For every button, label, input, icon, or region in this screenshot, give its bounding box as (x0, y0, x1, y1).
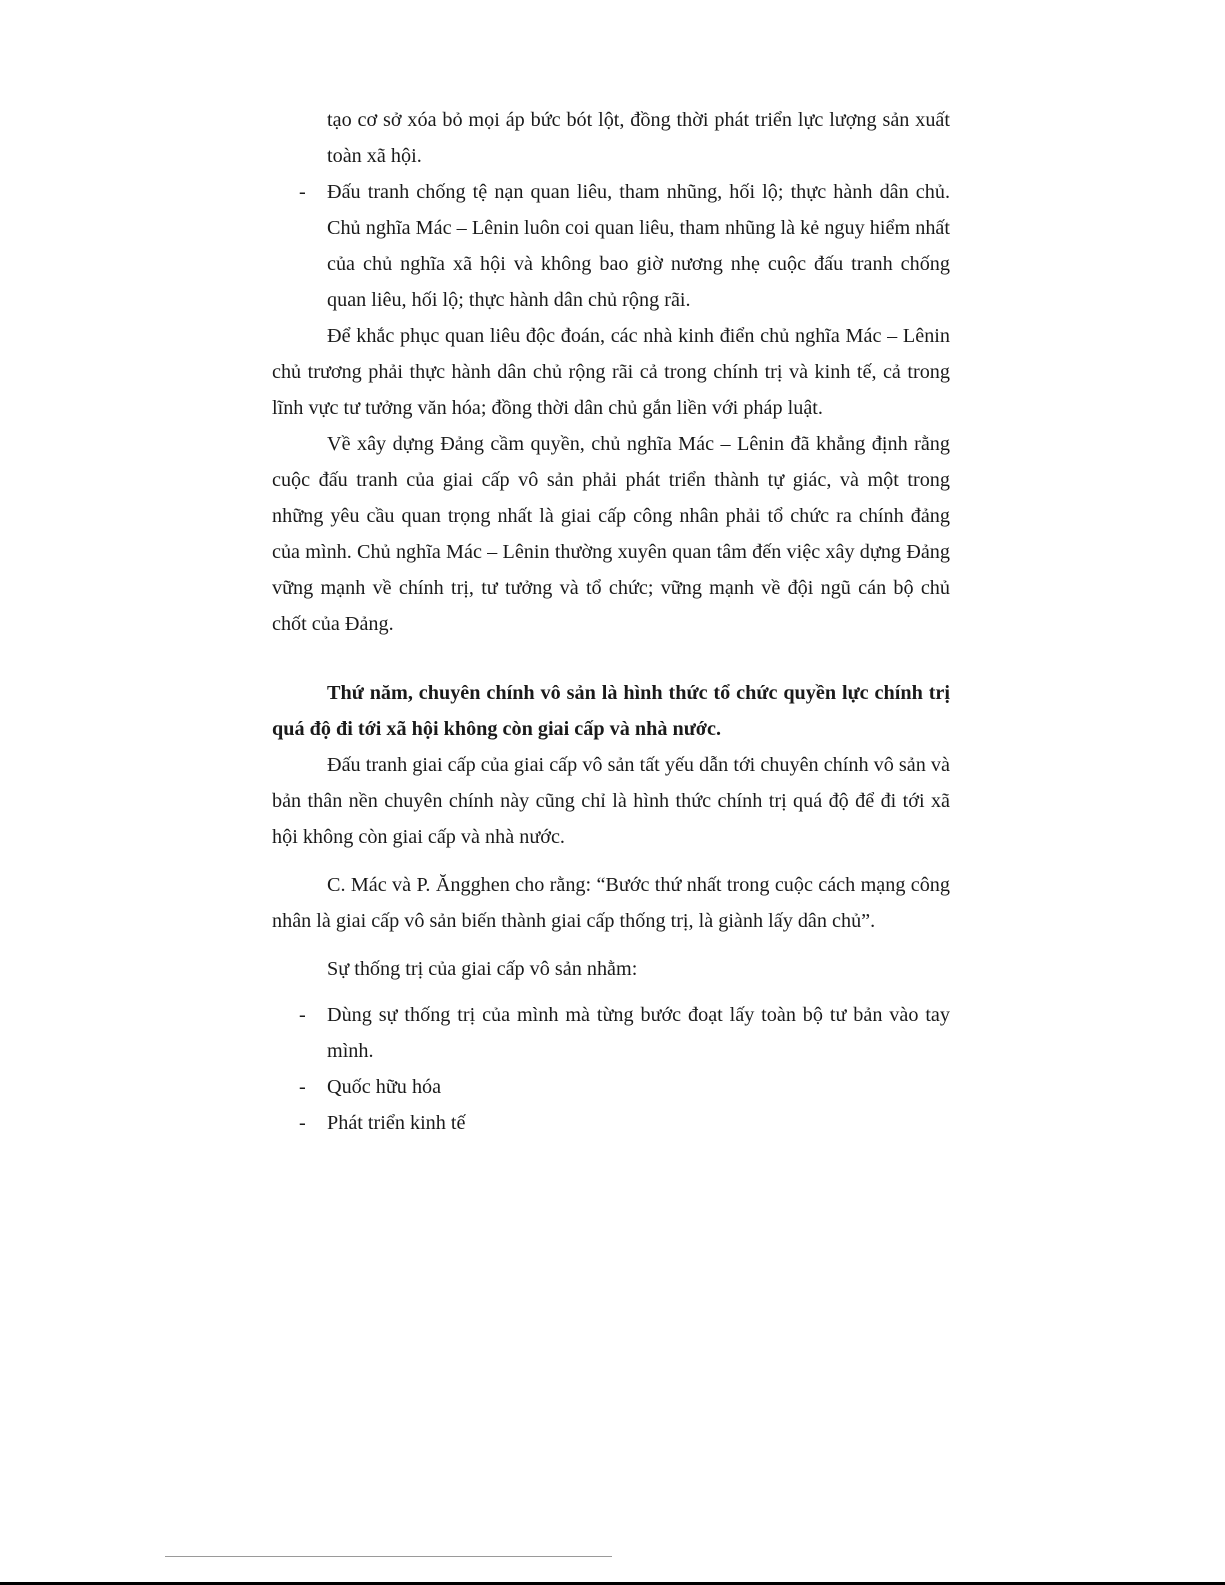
bullet-text: Phát triển kinh tế (327, 1112, 466, 1134)
list-item (272, 174, 950, 318)
bullet-dash: - (299, 1004, 306, 1026)
text-block-5 (272, 997, 950, 1141)
bullet-dash: - (299, 1112, 306, 1134)
bullet-list-2 (272, 997, 950, 1141)
bullet-text: Đấu tranh chống tệ nạn quan liêu, tham nhũng, hối lộ; thực hành dân chủ. Chủ nghĩa Mác – Lênin luôn coi quan liêu, tham nhũng là kẻ nguy hiểm nhất của chủ nghĩa xã hội và không bao giờ nương nhẹ cuộc đấu tranh chống quan liêu, hối lộ; thực hành dân chủ rộng rãi. (327, 181, 950, 311)
footnote-separator (165, 1556, 612, 1557)
text-block-3 (272, 867, 950, 939)
bullet-text: Dùng sự thống trị của mình mà từng bước đoạt lấy toàn bộ tư bản vào tay mình. (327, 1004, 950, 1062)
list-item (272, 1105, 950, 1141)
text-block-2 (272, 675, 950, 855)
list-item (272, 1069, 950, 1105)
bullet-dash: - (299, 181, 306, 203)
intro-line: Sự thống trị của giai cấp vô sản nhằm: (327, 958, 638, 980)
bullet-text: Quốc hữu hóa (327, 1076, 442, 1098)
bullet-dash: - (299, 1076, 306, 1098)
paragraph: Đấu tranh giai cấp của giai cấp vô sản tất yếu dẫn tới chuyên chính vô sản và bản thân nền chuyên chính này cũng chỉ là hình thức chính trị quá độ để đi tới xã hội không còn giai cấp và nhà nước. (272, 754, 950, 848)
text-block-4 (272, 951, 950, 987)
paragraph: Để khắc phục quan liêu độc đoán, các nhà kinh điển chủ nghĩa Mác – Lênin chủ trương phải thực hành dân chủ rộng rãi cả trong chính trị và kinh tế, cả trong lĩnh vực tư tưởng văn hóa; đồng thời dân chủ gắn liền với pháp luật. (272, 325, 950, 419)
continued-paragraph: tạo cơ sở xóa bỏ mọi áp bức bót lột, đồng thời phát triển lực lượng sản xuất toàn xã hội. (327, 109, 950, 167)
quote-paragraph: C. Mác và P. Ăngghen cho rằng: “Bước thứ nhất trong cuộc cách mạng công nhân là giai cấp vô sản biến thành giai cấp thống trị, là giành lấy dân chủ”. (272, 874, 950, 932)
paragraph: Về xây dựng Đảng cầm quyền, chủ nghĩa Mác – Lênin đã khẳng định rằng cuộc đấu tranh của giai cấp vô sản phải phát triển thành tự giác, và một trong những yêu cầu quan trọng nhất là giai cấp công nhân phải tổ chức ra chính đảng của mình. Chủ nghĩa Mác – Lênin thường xuyên quan tâm đến việc xây dựng Đảng vững mạnh về chính trị, tư tưởng và tổ chức; vững mạnh về đội ngũ cán bộ chủ chốt của Đảng. (272, 433, 950, 635)
section-heading: Thứ năm, chuyên chính vô sản là hình thức tổ chức quyền lực chính trị quá độ đi tới xã hội không còn giai cấp và nhà nước. (272, 682, 950, 740)
text-block-1 (272, 102, 950, 642)
bullet-list-1 (272, 174, 950, 318)
list-item (272, 997, 950, 1069)
